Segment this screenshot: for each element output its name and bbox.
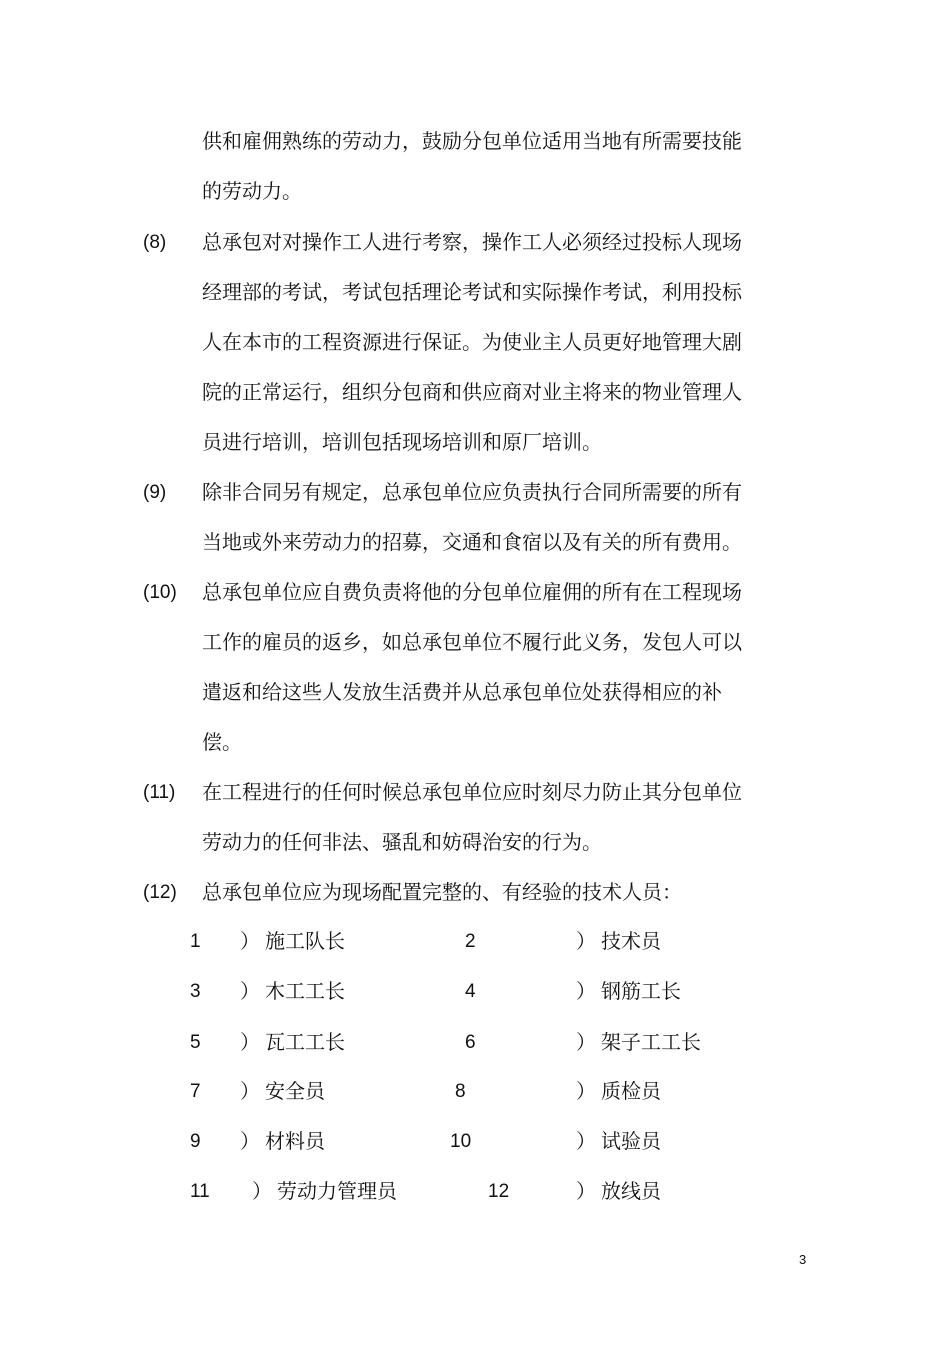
staff-title: 架子工工长: [601, 1030, 701, 1054]
text-line: 总承包对对操作工人进行考察，操作工人必须经过投标人现场: [202, 230, 742, 254]
text-line: 当地或外来劳动力的招募，交通和食宿以及有关的所有费用。: [202, 530, 742, 554]
text-line: 员进行培训，培训包括现场培训和原厂培训。: [202, 430, 602, 454]
staff-paren: ）: [576, 1030, 596, 1054]
staff-title: 放线员: [601, 1179, 661, 1203]
staff-number: 3: [190, 981, 201, 1002]
staff-title: 木工工长: [265, 979, 345, 1003]
staff-title: 施工队长: [265, 929, 345, 953]
staff-number: 2: [465, 931, 476, 952]
item-number: (8): [143, 232, 167, 253]
staff-number: 10: [450, 1131, 472, 1152]
staff-number: 8: [455, 1081, 466, 1102]
staff-number: 7: [190, 1081, 201, 1102]
staff-number: 1: [190, 931, 201, 952]
text-line: 除非合同另有规定，总承包单位应负责执行合同所需要的所有: [202, 480, 742, 504]
staff-paren: ）: [240, 929, 260, 953]
item-number: (10): [143, 582, 177, 603]
staff-title: 钢筋工长: [601, 979, 681, 1003]
text-line: 供和雇佣熟练的劳动力，鼓励分包单位适用当地有所需要技能: [202, 129, 742, 153]
text-line: 总承包单位应为现场配置完整的、有经验的技术人员：: [202, 880, 682, 904]
text-line: 在工程进行的任何时候总承包单位应时刻尽力防止其分包单位: [202, 780, 742, 804]
staff-number: 5: [190, 1032, 201, 1053]
staff-paren: ）: [240, 1129, 260, 1153]
item-number: (12): [143, 882, 177, 903]
staff-title: 劳动力管理员: [277, 1179, 397, 1203]
staff-number: 9: [190, 1131, 201, 1152]
text-line: 的劳动力。: [202, 179, 302, 203]
staff-paren: ）: [576, 979, 596, 1003]
staff-paren: ）: [576, 1179, 596, 1203]
staff-paren: ）: [252, 1179, 272, 1203]
staff-paren: ）: [576, 1129, 596, 1153]
page-number: 3: [799, 1252, 807, 1267]
text-line: 遣返和给这些人发放生活费并从总承包单位处获得相应的补: [202, 680, 722, 704]
staff-title: 瓦工工长: [265, 1030, 345, 1054]
staff-title: 材料员: [265, 1129, 325, 1153]
staff-paren: ）: [240, 1079, 260, 1103]
staff-number: 4: [465, 981, 476, 1002]
staff-title: 质检员: [601, 1079, 661, 1103]
staff-paren: ）: [576, 1079, 596, 1103]
text-line: 总承包单位应自费负责将他的分包单位雇佣的所有在工程现场: [202, 580, 742, 604]
staff-title: 试验员: [601, 1129, 661, 1153]
staff-title: 安全员: [265, 1079, 325, 1103]
text-line: 院的正常运行，组织分包商和供应商对业主将来的物业管理人: [202, 380, 742, 404]
text-line: 偿。: [202, 730, 242, 754]
staff-paren: ）: [240, 1030, 260, 1054]
item-number: (9): [143, 482, 167, 503]
staff-paren: ）: [240, 979, 260, 1003]
text-line: 劳动力的任何非法、骚乱和妨碍治安的行为。: [202, 830, 602, 854]
staff-title: 技术员: [601, 929, 661, 953]
text-line: 经理部的考试，考试包括理论考试和实际操作考试，利用投标: [202, 280, 742, 304]
text-line: 人在本市的工程资源进行保证。为使业主人员更好地管理大剧: [202, 330, 742, 354]
item-number: (11): [143, 782, 176, 803]
text-line: 工作的雇员的返乡，如总承包单位不履行此义务，发包人可以: [202, 630, 742, 654]
staff-paren: ）: [576, 929, 596, 953]
staff-number: 12: [488, 1181, 510, 1202]
staff-number: 6: [465, 1032, 476, 1053]
staff-number: 11: [190, 1181, 210, 1202]
